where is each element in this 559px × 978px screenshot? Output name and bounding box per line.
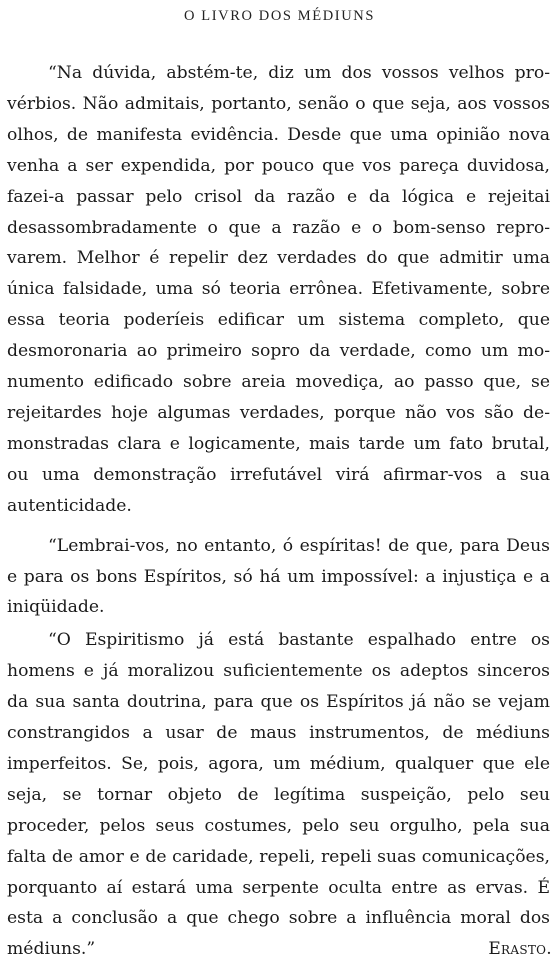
paragraph-remember-spiritists: “Lembrai-vos, no entanto, ó espíritas! de que, para Deus e para os bons Espíritos, só há um impossível: a injustiça e a iniqüidade. (7, 535, 550, 618)
paragraph-doubt-proverb: “Na dúvida, abstém-te, diz um dos vossos velhos provérbios. Não admitais, portanto, senão o que seja, aos vossos olhos, de manifesta evidência. Desde que uma opinião nova venha a ser expendida, por pouco que vos pareça duvidosa, fazei-a passar pelo crisol da razão e da lógica e rejeitai desassombradamente o que a razão e o bom-senso reprovarem. Melhor é repelir dez verdades do que admitir uma única falsidade, uma só teoria errônea. Efetivamente, sobre essa teoria poderíeis edificar um sistema completo, que desmoronaria ao primeiro sopro da verdade, como um monumento edificado sobre areia movediça, ao passo que, se rejeitardes hoje algumas verdades, porque não vos são demonstradas clara e logicamente, mais tarde um fato brutal, ou uma demonstração irrefutável virá afirmar-vos a sua autenticidade. (7, 63, 550, 516)
running-head: O LIVRO DOS MÉDIUNS (183, 8, 376, 24)
paragraph-spiritism-spread: “O Espiritismo já está bastante espalhado entre os homens e já moralizou suficientemente os adeptos sinceros da sua santa doutrina, para que os Espíritos já não se vejam constrangidos a usar de maus instrumentos, de médiuns imperfeitos. Se, pois, agora, um médium, qualquer que ele seja, se tornar objeto de legítima suspeição, pelo seu proceder, pelos seus costumes, pelo seu orgulho, pela sua falta de amor e de caridade, repeli, repeli suas comunicações, porquanto aí estará uma serpente oculta entre as ervas. É esta a conclusão a que chego sobre a influência moral dos médiuns.” (7, 630, 550, 960)
body-text (7, 58, 550, 965)
signature-erasto: Erasto. (488, 939, 552, 959)
